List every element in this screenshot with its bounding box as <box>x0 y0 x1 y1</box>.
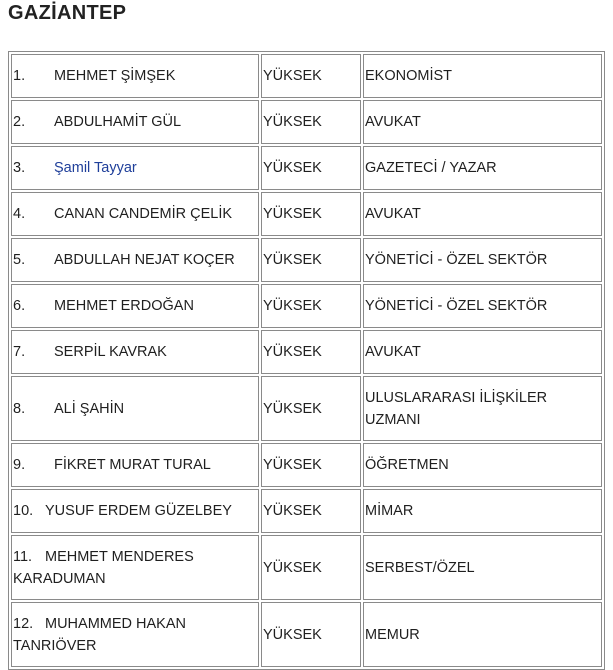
name-cell <box>11 602 259 667</box>
row-number: 5. <box>13 252 26 268</box>
row-number: 8. <box>13 400 26 417</box>
profession-cell: AVUKAT <box>363 192 602 236</box>
name-cell <box>11 192 259 236</box>
candidate-name: CANAN CANDEMİR ÇELİK <box>54 206 233 222</box>
education-cell: YÜKSEK <box>261 284 361 328</box>
profession-cell: AVUKAT <box>363 330 602 374</box>
name-cell <box>11 284 259 328</box>
education-cell: YÜKSEK <box>261 443 361 487</box>
table-row <box>11 535 602 600</box>
row-number: 2. <box>13 114 26 130</box>
profession-cell: EKONOMİST <box>363 54 602 98</box>
row-number: 12. <box>13 615 34 632</box>
row-number: 4. <box>13 206 26 222</box>
table-row <box>11 376 602 441</box>
table-row <box>11 443 602 487</box>
table-row <box>11 284 602 328</box>
education-cell: YÜKSEK <box>261 54 361 98</box>
table-row <box>11 238 602 282</box>
profession-cell: ÖĞRETMEN <box>363 443 602 487</box>
candidate-name: MEHMET ŞİMŞEK <box>54 68 176 84</box>
name-cell <box>11 54 259 98</box>
education-cell: YÜKSEK <box>261 192 361 236</box>
education-cell: YÜKSEK <box>261 238 361 282</box>
name-cell <box>11 238 259 282</box>
education-cell: YÜKSEK <box>261 376 361 441</box>
page-title: GAZİANTEP <box>8 2 127 24</box>
candidate-name: YUSUF ERDEM GÜZELBEY <box>45 503 232 519</box>
profession-cell: AVUKAT <box>363 100 602 144</box>
profession-cell: GAZETECİ / YAZAR <box>363 146 602 190</box>
profession-cell: MİMAR <box>363 489 602 533</box>
candidate-name: MEHMET ERDOĞAN <box>54 298 194 314</box>
table-row <box>11 602 602 667</box>
candidate-name-link[interactable]: Şamil Tayyar <box>54 160 137 176</box>
candidate-name: ABDULLAH NEJAT KOÇER <box>54 252 235 268</box>
profession-cell: SERBEST/ÖZEL <box>363 535 602 600</box>
candidate-name: MUHAMMED HAKAN TANRIÖVER <box>13 615 186 654</box>
name-cell <box>11 146 259 190</box>
row-number: 1. <box>13 68 26 84</box>
table-row <box>11 54 602 98</box>
candidate-name: SERPİL KAVRAK <box>54 344 167 360</box>
table-row <box>11 330 602 374</box>
profession-cell: YÖNETİCİ - ÖZEL SEKTÖR <box>363 284 602 328</box>
row-number: 3. <box>13 160 26 176</box>
table-row <box>11 146 602 190</box>
candidate-name: ALİ ŞAHİN <box>54 400 125 417</box>
row-number: 7. <box>13 344 26 360</box>
table-row <box>11 489 602 533</box>
candidate-name: FİKRET MURAT TURAL <box>54 457 211 473</box>
name-cell <box>11 330 259 374</box>
education-cell: YÜKSEK <box>261 146 361 190</box>
candidate-table <box>8 51 605 670</box>
profession-cell: ULUSLARARASI İLİŞKİLER UZMANI <box>363 376 602 441</box>
education-cell: YÜKSEK <box>261 330 361 374</box>
name-cell <box>11 100 259 144</box>
table-row <box>11 100 602 144</box>
row-number: 9. <box>13 457 26 473</box>
profession-cell: MEMUR <box>363 602 602 667</box>
name-cell <box>11 376 259 441</box>
education-cell: YÜKSEK <box>261 602 361 667</box>
row-number: 6. <box>13 298 26 314</box>
name-cell <box>11 535 259 600</box>
table-row <box>11 192 602 236</box>
candidate-name: MEHMET MENDERES KARADUMAN <box>13 548 194 587</box>
name-cell <box>11 489 259 533</box>
education-cell: YÜKSEK <box>261 100 361 144</box>
row-number: 11. <box>13 548 33 565</box>
row-number: 10. <box>13 503 34 519</box>
name-cell <box>11 443 259 487</box>
education-cell: YÜKSEK <box>261 489 361 533</box>
education-cell: YÜKSEK <box>261 535 361 600</box>
profession-cell: YÖNETİCİ - ÖZEL SEKTÖR <box>363 238 602 282</box>
candidate-name: ABDULHAMİT GÜL <box>54 114 182 130</box>
